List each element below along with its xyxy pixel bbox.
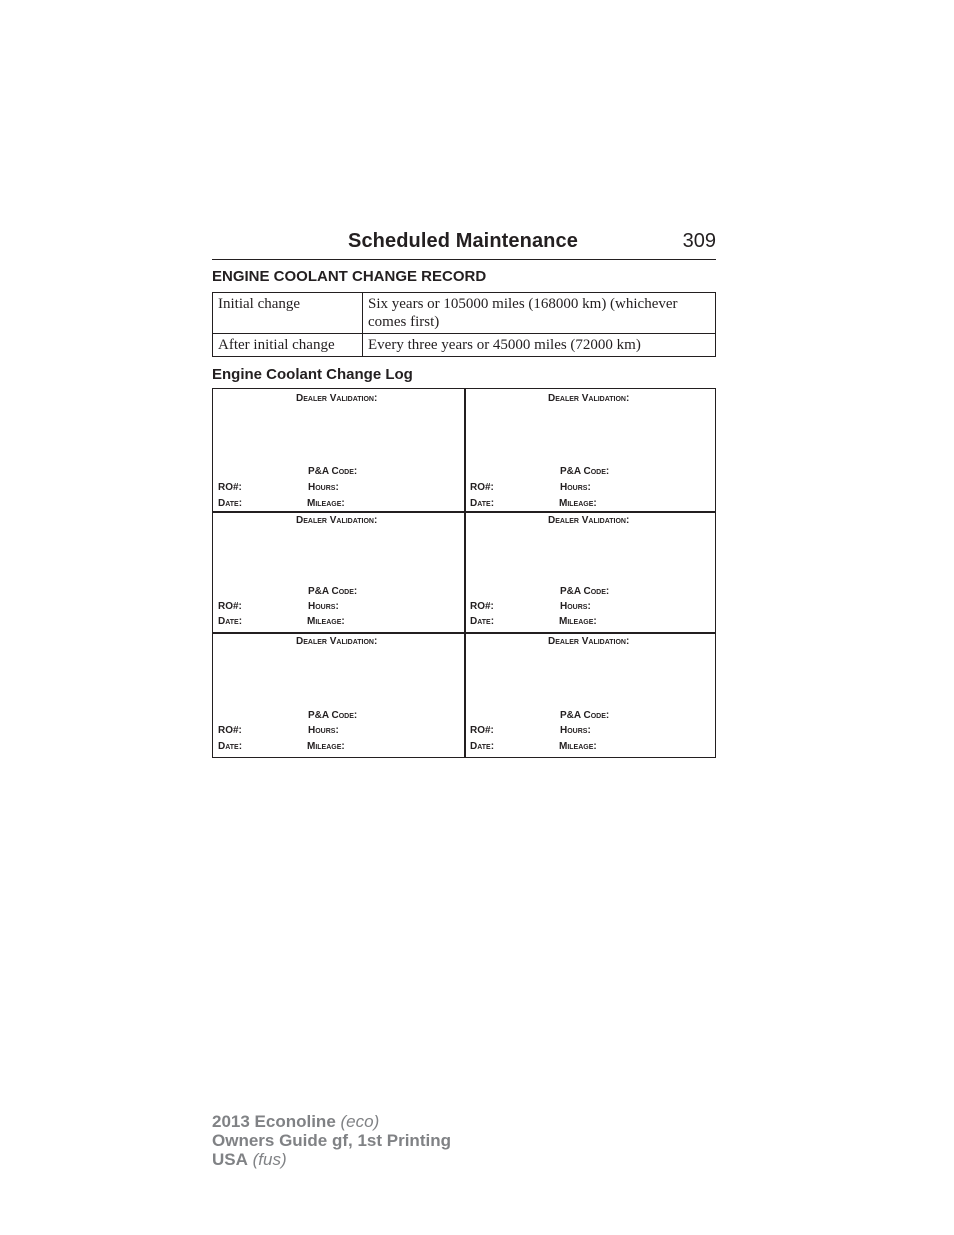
page-header (212, 229, 716, 260)
ro-label: RO#: (218, 601, 242, 612)
footer-printing: Owners Guide gf, 1st Printing (212, 1131, 451, 1150)
date-label: Date: (470, 498, 495, 509)
date-label: Date: (470, 616, 495, 627)
footer-model: 2013 Econoline (212, 1112, 336, 1131)
pa-code-label: P&A Code: (308, 586, 358, 597)
coolant-change-log-grid (212, 388, 716, 758)
dealer-validation-label: Dealer Validation: (548, 515, 630, 526)
dealer-validation-label: Dealer Validation: (548, 636, 630, 647)
table-cell-value: Six years or 105000 miles (168000 km) (whichever comes first) (363, 293, 716, 334)
dealer-validation-label: Dealer Validation: (296, 393, 378, 404)
table-cell-value: Every three years or 45000 miles (72000 km) (363, 334, 716, 357)
pa-code-label: P&A Code: (560, 586, 610, 597)
mileage-label: Mileage: (307, 616, 345, 627)
mileage-label: Mileage: (307, 498, 345, 509)
table-cell-label: After initial change (213, 334, 363, 357)
date-label: Date: (218, 616, 243, 627)
pa-code-label: P&A Code: (308, 466, 358, 477)
section-title: ENGINE COOLANT CHANGE RECORD (212, 268, 487, 285)
table-row (213, 334, 716, 357)
hours-label: Hours: (308, 725, 339, 736)
footer-line (212, 1112, 451, 1131)
date-label: Date: (470, 741, 495, 752)
dealer-validation-label: Dealer Validation: (296, 636, 378, 647)
date-label: Date: (218, 741, 243, 752)
grid-divider (213, 511, 715, 513)
ro-label: RO#: (218, 482, 242, 493)
ro-label: RO#: (470, 725, 494, 736)
page-number: 309 (682, 230, 716, 252)
dealer-validation-label: Dealer Validation: (296, 515, 378, 526)
grid-divider (464, 389, 466, 757)
ro-label: RO#: (470, 601, 494, 612)
date-label: Date: (218, 498, 243, 509)
mileage-label: Mileage: (307, 741, 345, 752)
ro-label: RO#: (218, 725, 242, 736)
footer-line (212, 1131, 451, 1150)
hours-label: Hours: (308, 601, 339, 612)
table-row (213, 293, 716, 334)
coolant-change-record-table (212, 292, 716, 357)
page-footer (212, 1112, 451, 1169)
pa-code-label: P&A Code: (308, 710, 358, 721)
page-title: Scheduled Maintenance (348, 230, 578, 252)
footer-model-code: (eco) (340, 1112, 380, 1131)
footer-market-code: (fus) (252, 1150, 287, 1169)
footer-market: USA (212, 1150, 248, 1169)
log-title: Engine Coolant Change Log (212, 366, 413, 383)
pa-code-label: P&A Code: (560, 710, 610, 721)
footer-line (212, 1150, 451, 1169)
mileage-label: Mileage: (559, 616, 597, 627)
hours-label: Hours: (308, 482, 339, 493)
dealer-validation-label: Dealer Validation: (548, 393, 630, 404)
mileage-label: Mileage: (559, 741, 597, 752)
hours-label: Hours: (560, 482, 591, 493)
pa-code-label: P&A Code: (560, 466, 610, 477)
table-cell-label: Initial change (213, 293, 363, 334)
hours-label: Hours: (560, 725, 591, 736)
grid-divider (213, 632, 715, 634)
ro-label: RO#: (470, 482, 494, 493)
hours-label: Hours: (560, 601, 591, 612)
mileage-label: Mileage: (559, 498, 597, 509)
